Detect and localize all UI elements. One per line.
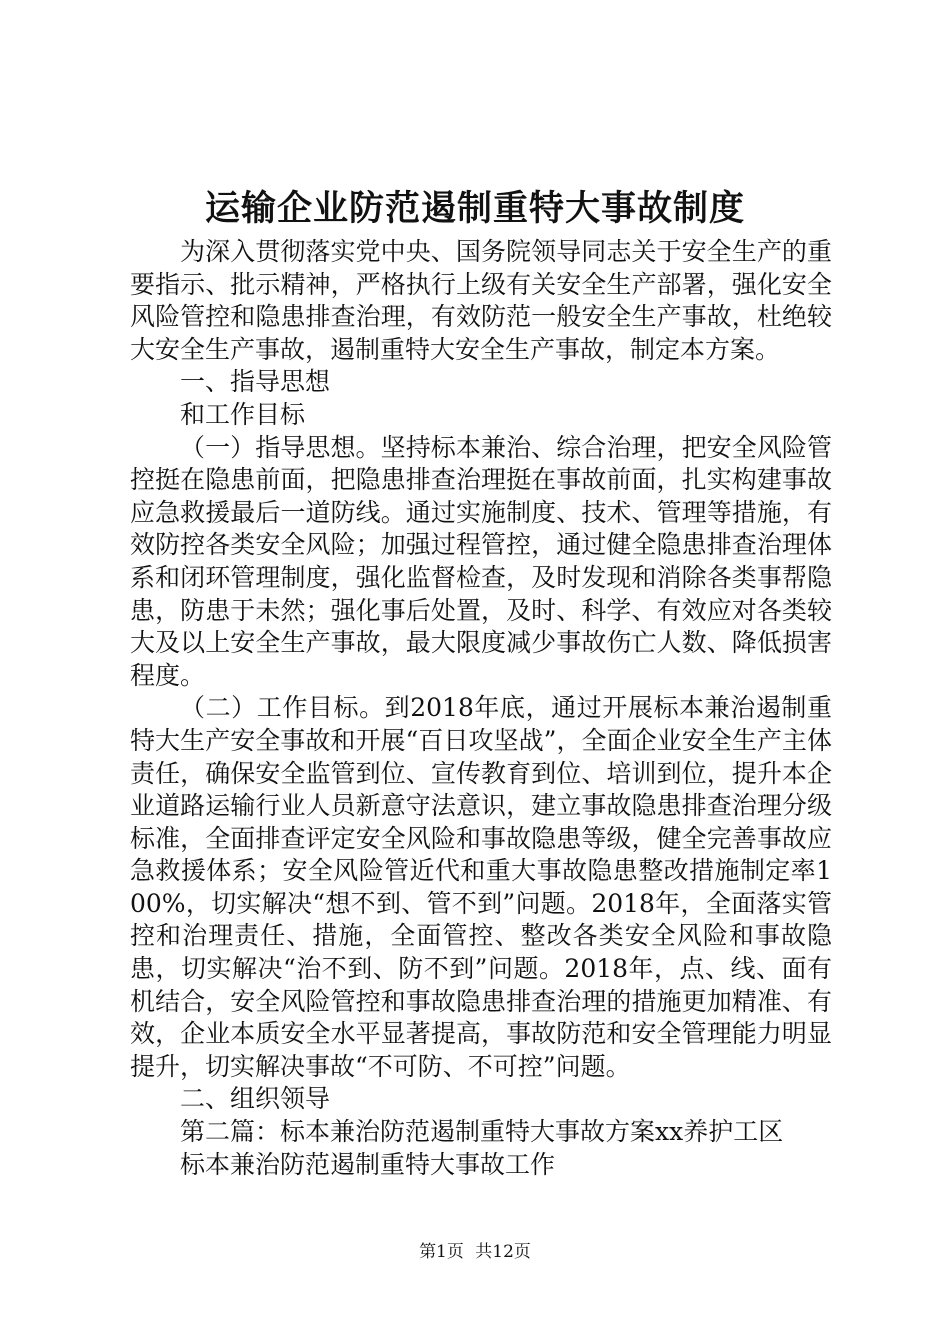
intro-paragraph: 为深入贯彻落实党中央、国务院领导同志关于安全生产的重要指示、批示精神，严格执行上级有关安全生产部署，强化安全风险管控和隐患排查治理，有效防范一般安全生产事故，杜绝较大安全生产事故，遏制重特大安全生产事故，制定本方案。 bbox=[130, 237, 832, 364]
page-total: 共12页 bbox=[475, 1242, 531, 1262]
document-title: 运输企业防范遏制重特大事故制度 bbox=[204, 188, 745, 229]
work-goals-paragraph: （二）工作目标。到2018年底，通过开展标本兼治遏制重特大生产安全事故和开展“百日攻坚战”，全面企业安全生产主体责任，确保安全监管到位、宣传教育到位、培训到位，提升本企业道路运输行业人员新意守法意识，建立事故隐患排查治理分级标准，全面排查评定安全风险和事故隐患等级，健全完善事故应急救援体系；安全风险管近代和重大事故隐患整改措施制定率100%，切实解决“想不到、管不到”问题。2018年，全面落实管控和治理责任、措施，全面管控、整改各类安全风险和事故隐患，切实解决“治不到、防不到”问题。2018年，点、线、面有机结合，安全风险管控和事故隐患排查治理的措施更加精准、有效，企业本质安全水平显著提高，事故防范和安全管理能力明显提升，切实解决事故“不可防、不可控”问题。 bbox=[130, 693, 832, 1081]
document-body bbox=[130, 236, 832, 1181]
chapter-two-subtitle: 标本兼治防范遏制重特大事故工作 bbox=[180, 1149, 556, 1179]
page-footer bbox=[0, 1240, 950, 1264]
section-heading-organization: 二、组织领导 bbox=[180, 1084, 331, 1114]
section-heading-guiding: 一、指导思想 bbox=[180, 367, 331, 397]
guiding-ideology-paragraph: （一）指导思想。坚持标本兼治、综合治理，把安全风险管控挺在隐患前面，把隐患排查治理挺在事故前面，扎实构建事故应急救援最后一道防线。通过实施制度、技术、管理等措施，有效防控各类安全风险；加强过程管控，通过健全隐患排查治理体系和闭环管理制度，强化监督检查，及时发现和消除各类事帮隐患，防患于未然；强化事后处置，及时、科学、有效应对各类较大及以上安全生产事故，最大限度减少事故伤亡人数、降低损害程度。 bbox=[130, 432, 832, 690]
page-number: 第1页 bbox=[419, 1242, 464, 1262]
section-heading-goals: 和工作目标 bbox=[180, 399, 306, 429]
chapter-two-heading: 第二篇：标本兼治防范遏制重特大事故方案xx养护工区 bbox=[180, 1117, 784, 1147]
